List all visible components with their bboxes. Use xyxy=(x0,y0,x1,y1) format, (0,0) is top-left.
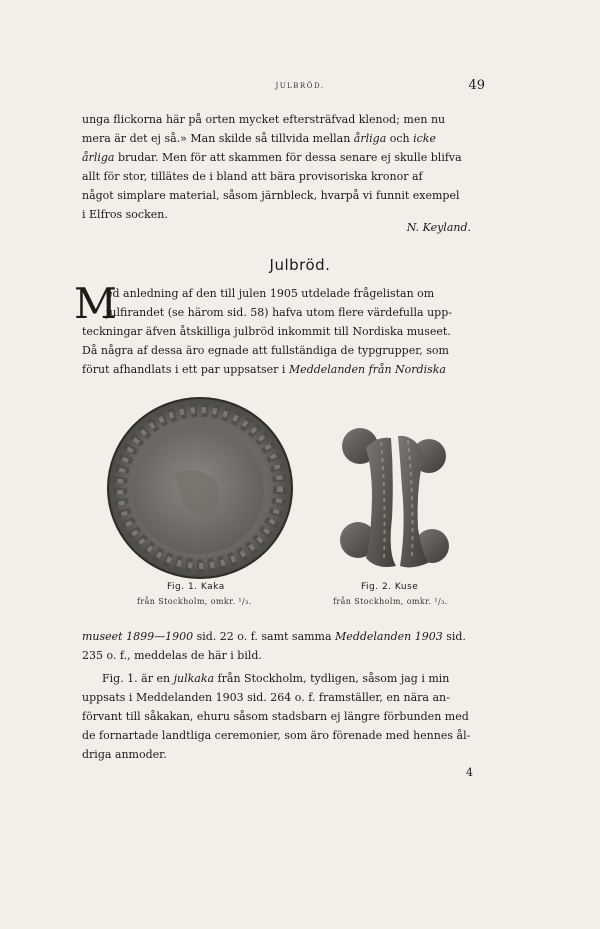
text-italic: museet 1899—1900 xyxy=(82,630,194,643)
text-line: ed anledning af den till julen 1905 utdelade frågelistan om xyxy=(106,287,435,300)
page-number: 49 xyxy=(468,78,485,93)
text-line: något simplare material, såsom järnbleck, hvarpå vi funnit exempel xyxy=(82,189,460,202)
text-line: mera är det ej så.» Man skilde så tillvida mellan xyxy=(82,132,354,145)
text-line: sid. 22 o. f. samt samma xyxy=(193,630,336,643)
text-line: i Elfros socken. xyxy=(82,208,168,221)
top-paragraph xyxy=(82,110,500,224)
signature-mark: 4 xyxy=(466,766,473,779)
figure-1-caption: Fig. 1. Kaka xyxy=(167,582,225,592)
text-line: driga anmoder. xyxy=(82,748,167,761)
text-line: sid. xyxy=(442,630,466,643)
text-line: 235 o. f., meddelas de här i bild. xyxy=(82,649,262,662)
figure-1-subcaption: från Stockholm, omkr. ¹/₃. xyxy=(137,597,252,606)
text-line: uppsats i Meddelanden 1903 sid. 264 o. f. framställer, en nära an- xyxy=(82,691,450,704)
continuation-paragraph xyxy=(82,627,500,665)
text-italic: Meddelanden 1903 xyxy=(335,630,443,643)
text-italic: årliga xyxy=(353,132,387,145)
text-line: unga flickorna här på orten mycket eftersträfvad klenod; men nu xyxy=(82,113,446,126)
figure-cake-image xyxy=(105,394,295,580)
text-line: brudar. Men för att skammen för dessa senare ej skulle blifva xyxy=(114,151,462,164)
intro-paragraph xyxy=(82,284,500,379)
figure-description-paragraph xyxy=(82,669,500,764)
text-italic: julkaka xyxy=(173,672,215,685)
text-line: förut afhandlats i ett par uppsatser i xyxy=(82,363,289,376)
text-line: från Stockholm, tydligen, såsom jag i min xyxy=(214,672,450,685)
text-line xyxy=(82,360,500,379)
text-line: Fig. 1. är en xyxy=(102,672,174,685)
text-line: allt för stor, tillätes de i bland att bära provisoriska kronor af xyxy=(82,170,423,183)
text-line: Då några af dessa äro egnade att fullständiga de typgrupper, som xyxy=(82,344,449,357)
text-italic: Meddelanden från Nordiska xyxy=(288,363,446,376)
text-line: julfirandet (se härom sid. 58) hafva utom flere värdefulla upp- xyxy=(106,306,452,319)
figure-2-caption: Fig. 2. Kuse xyxy=(361,582,419,592)
running-title: JULBRÖD. xyxy=(275,82,325,90)
text-line: teckningar äfven åtskilliga julbröd inkommit till Nordiska museet. xyxy=(82,325,451,338)
figure-2-subcaption: från Stockholm, omkr. ¹/₃. xyxy=(333,597,448,606)
text-line: förvant till såkakan, ehuru såsom stadsbarn ej längre förbunden med xyxy=(82,710,469,723)
figure-kuse-image xyxy=(336,418,454,578)
text-italic: årliga xyxy=(82,151,115,164)
author-signature: N. Keyland. xyxy=(406,221,471,234)
text-italic: icke xyxy=(413,132,436,145)
section-heading: Julbröd. xyxy=(269,256,331,274)
text-line: och xyxy=(386,132,414,145)
text-line: de fornartade landtliga ceremonier, som äro förenade med hennes ål- xyxy=(82,729,471,742)
drop-cap: M xyxy=(74,279,118,328)
